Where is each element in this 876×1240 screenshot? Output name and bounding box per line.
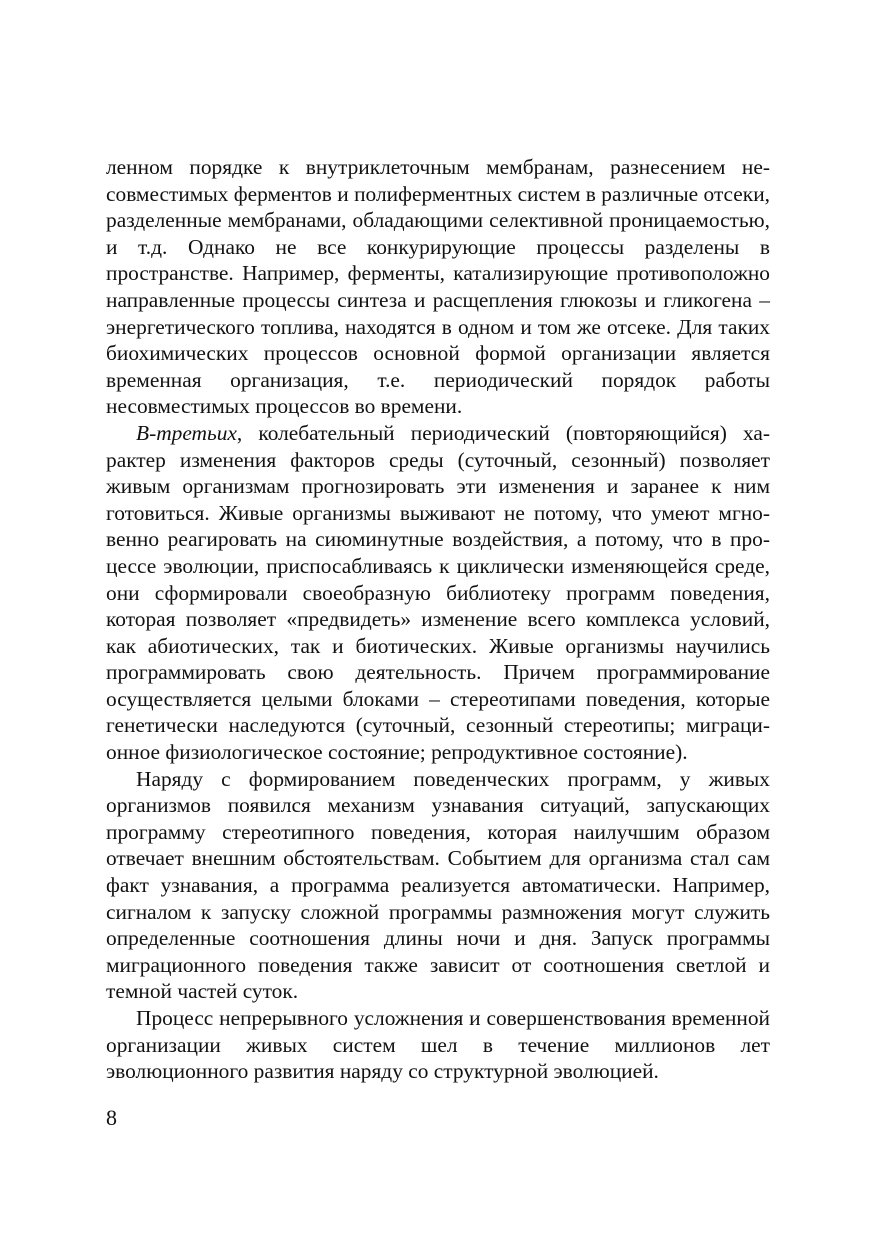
- paragraph-4-text: Процесс непрерывного усложнения и совершенствования временной организации живых систем шел в течение миллионов лет эволюционного развития наряду со структурной эволюцией.: [106, 1006, 770, 1084]
- paragraph-3-text: Наряду с формированием поведенческих программ, у живых организмов появился механизм узнавания ситуаций, запускающих программу стереотипного поведения, которая наилучшим образом отвечает внешним обстоятельствам. Событием для организма стал сам факт узнавания, а программа реализуется автоматически. Например, сигналом к запуску сложной программы размножения могут служить определенные соотношения длины ночи и дня. Запуск программы миграционного поведения также зависит от соотношения светлой и темной частей суток.: [106, 766, 770, 1004]
- page-number: 8: [106, 1105, 117, 1130]
- page-body: [106, 154, 770, 1085]
- paragraph-1-text: ленном порядке к внутриклеточным мембранам, разнесением несовместимых ферментов и полиферментных систем в различные отсеки, разделенные мембранами, обладающими селективной проницаемостью, и т.д. Однако не все конкурирующие процессы разделены в пространстве. Например, ферменты, катализирующие противоположно направленные процессы синтеза и расщепления глюкозы и гликогена – энергетического топлива, находятся в одном и том же отсеке. Для таких биохимических процессов основной формой организации является временная организация, т.е. периодический порядок работы несовместимых процессов во времени.: [106, 155, 770, 419]
- paragraph-2: [106, 420, 770, 766]
- paragraph-3: [106, 766, 770, 1005]
- paragraph-4: [106, 1005, 770, 1085]
- paragraph-1: [106, 154, 770, 420]
- paragraph-2-lead: В-третьих: [136, 420, 237, 445]
- paragraph-2-text: , колебательный периодический (повторяющийся) характер изменения факторов среды (суточный, сезонный) позволяет живым организмам прогнозировать эти изменения и заранее к ним готовиться. Живые организмы выживают не потому, что умеют мгновенно реагировать на сиюминутные воздействия, а потому, что в процессе эволюции, приспосабливаясь к циклически изменяющейся среде, они сформировали своеобразную библиотеку программ поведения, которая позволяет «предвидеть» изменение всего комплекса условий, как абиотических, так и биотических. Живые организмы научились программировать свою деятельность. Причем программирование осуществляется целыми блоками – стереотипами поведения, которые генетически наследуются (суточный, сезонный стереотипы; миграционное физиологическое состояние; репродуктивное состояние).: [106, 420, 770, 765]
